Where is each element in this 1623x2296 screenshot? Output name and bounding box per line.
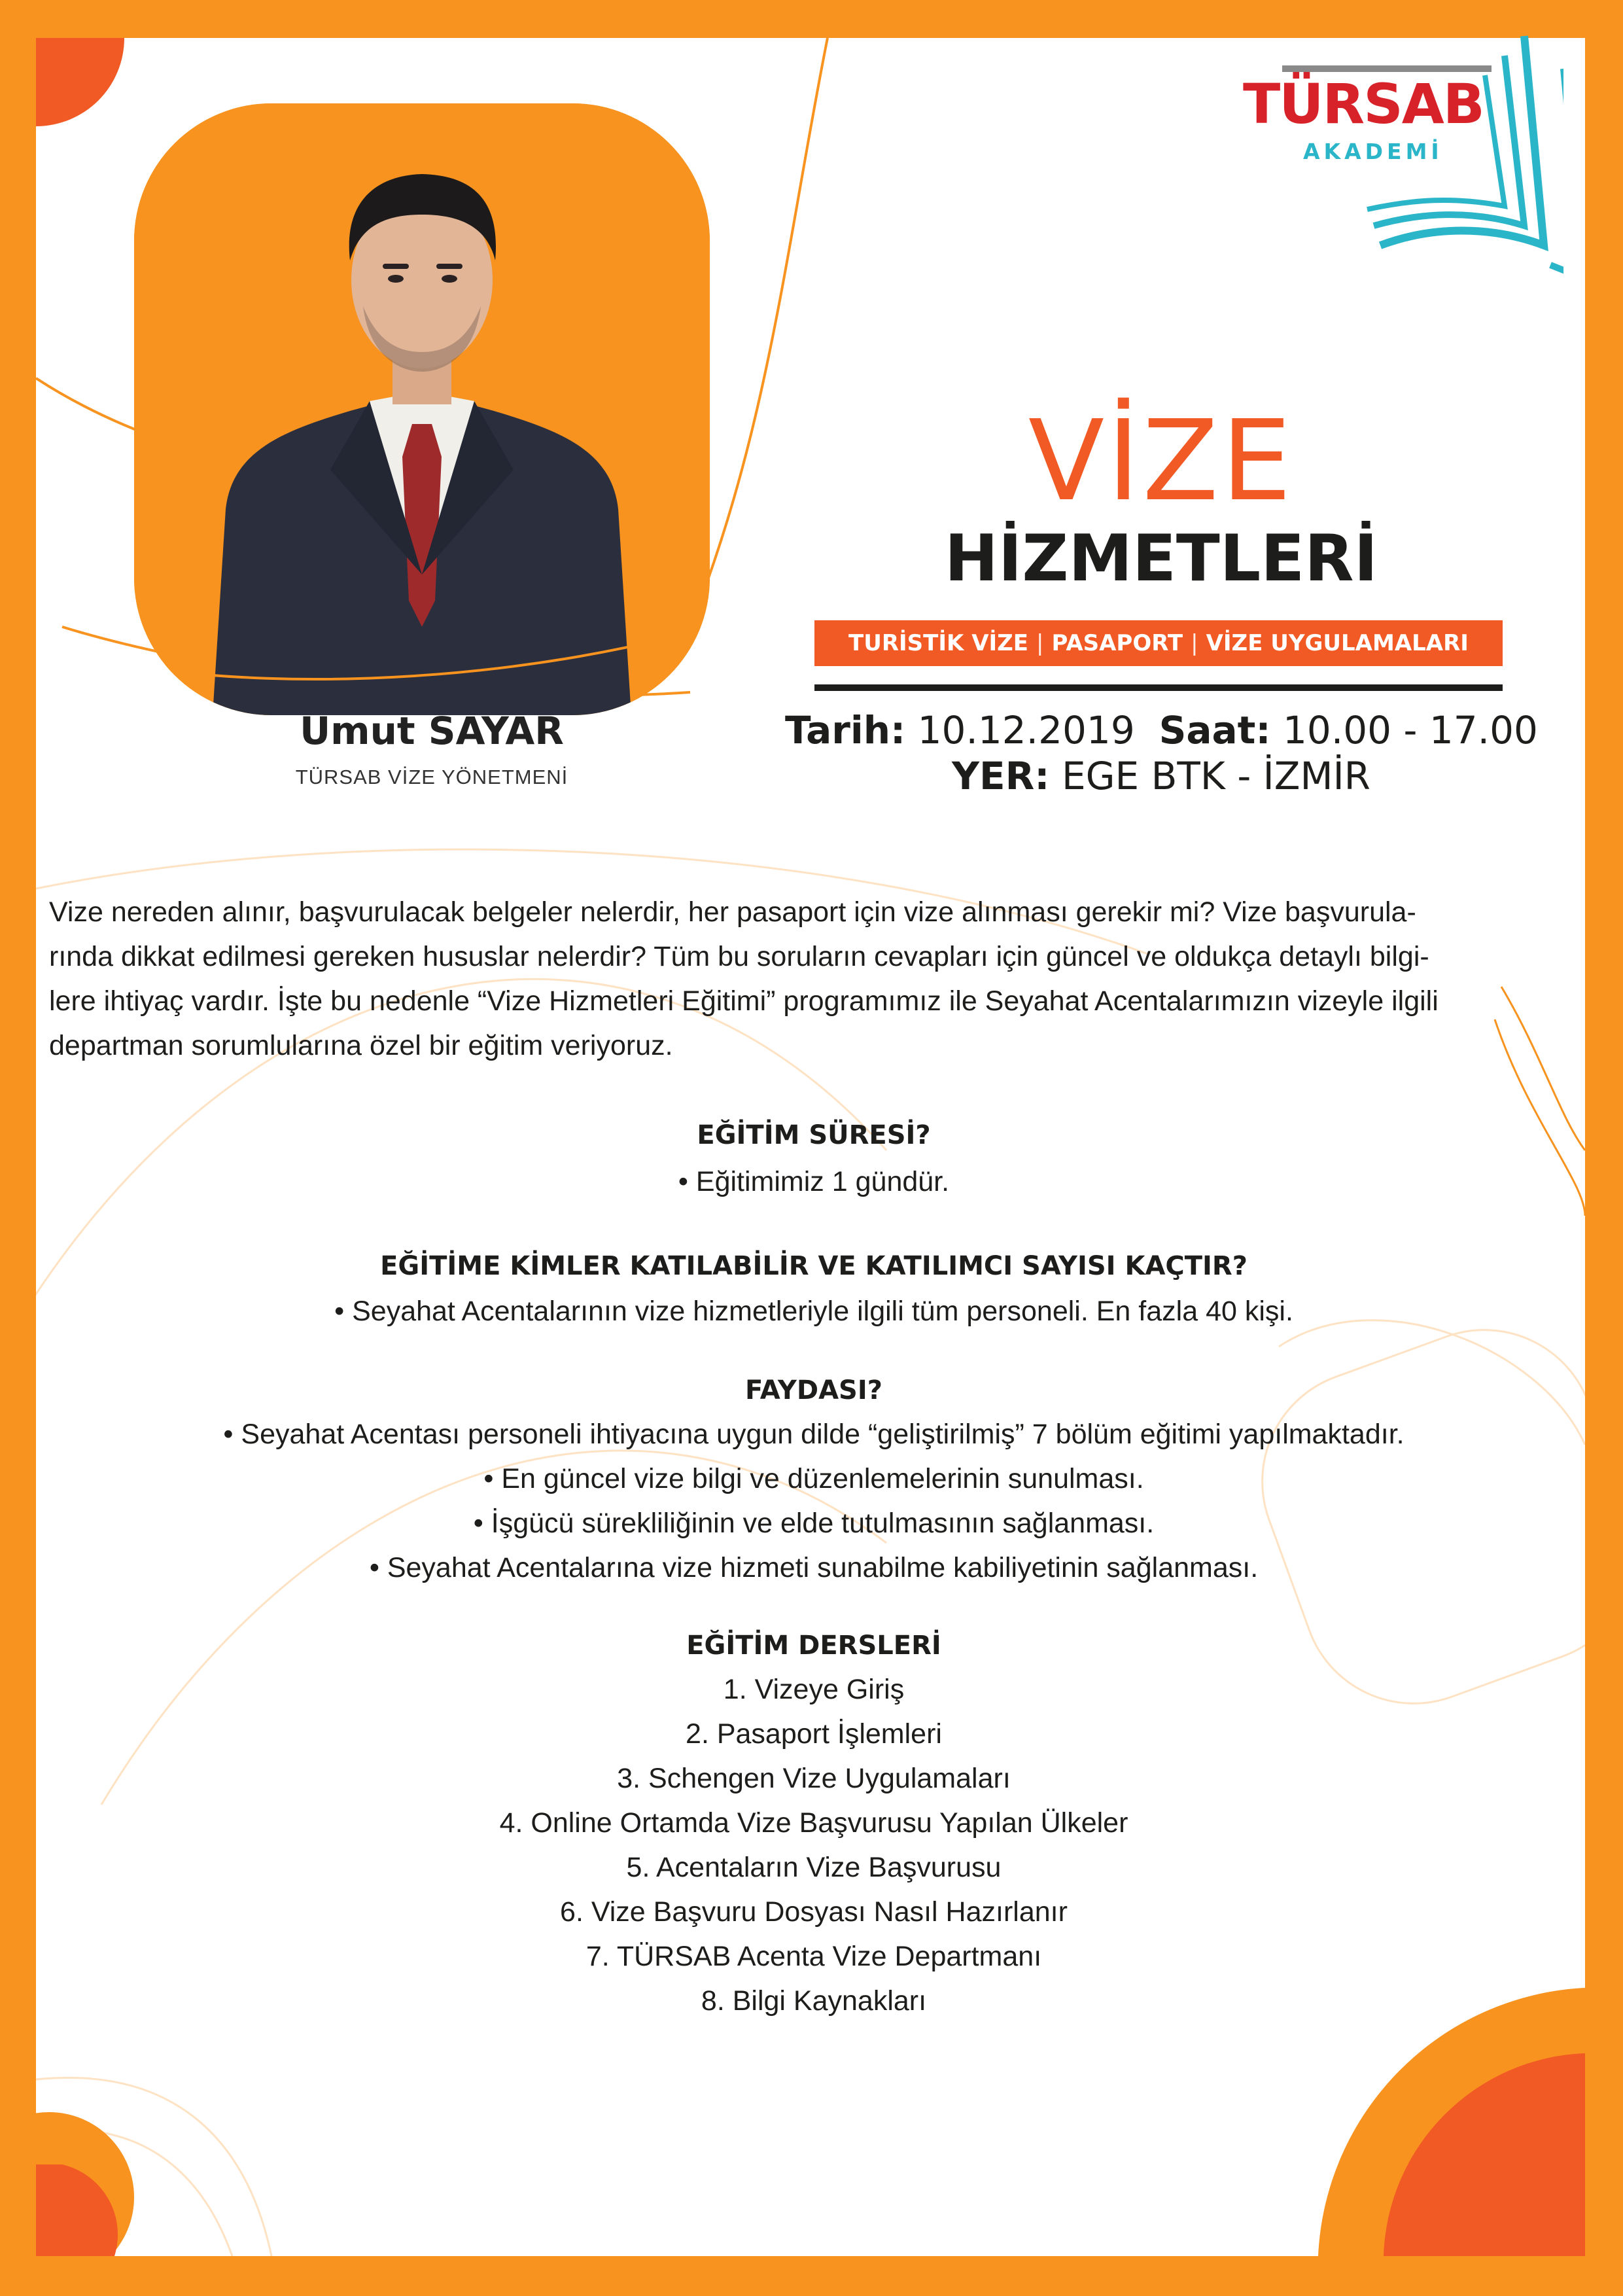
event-date-time xyxy=(785,708,1537,752)
section-heading-participants: EĞİTİME KİMLER KATILABİLİR VE KATILIMCI SAYISI KAÇTIR? xyxy=(380,1251,1248,1281)
event-place xyxy=(785,754,1537,798)
speaker-role: TÜRSAB VİZE YÖNETMENİ xyxy=(295,766,568,788)
subtitle-item: TURİSTİK VİZE xyxy=(848,630,1029,656)
subtitle-item: PASAPORT xyxy=(1051,630,1183,656)
section-heading-lessons: EĞİTİM DERSLERİ xyxy=(686,1631,941,1661)
subtitle-separator: | xyxy=(1036,630,1044,656)
subtitle-bar xyxy=(814,620,1503,666)
time-value: 10.00 - 17.00 xyxy=(1283,708,1538,752)
section-line: • Seyahat Acentalarına vize hizmeti sunabilme kabiliyetinin sağlanması. xyxy=(369,1552,1259,1583)
date-value: 10.12.2019 xyxy=(917,708,1135,752)
section-heading-benefits: FAYDASI? xyxy=(745,1375,882,1405)
time-label: Saat: xyxy=(1159,708,1271,752)
subtitle-item: VİZE UYGULAMALARI xyxy=(1206,630,1469,656)
intro-line: rında dikkat edilmesi gereken hususlar nelerdir? Tüm bu soruların cevapları için güncel ve oldukça detaylı bilgi- xyxy=(49,941,1429,972)
speaker-photo xyxy=(134,103,710,715)
lesson-item: 3. Schengen Vize Uygulamaları xyxy=(617,1763,1011,1794)
section-line: • Seyahat Acentalarının vize hizmetleriyle ilgili tüm personeli. En fazla 40 kişi. xyxy=(334,1296,1293,1327)
logo-brand: TÜRSAB xyxy=(1243,72,1484,136)
place-label: YER: xyxy=(952,754,1050,798)
title-line-1: VİZE xyxy=(1028,397,1295,526)
place-value: EGE BTK - İZMİR xyxy=(1061,754,1370,798)
title-divider xyxy=(814,684,1503,691)
section-line: • İşgücü sürekliliğinin ve elde tutulmasının sağlanması. xyxy=(473,1508,1155,1539)
speaker-portrait-illustration xyxy=(134,103,710,715)
logo-subtitle: AKADEMİ xyxy=(1303,139,1443,164)
lesson-item: 1. Vizeye Giriş xyxy=(723,1674,905,1705)
section-heading-duration: EĞİTİM SÜRESİ? xyxy=(697,1120,931,1150)
intro-paragraph xyxy=(49,890,1508,1068)
section-line: • Eğitimimiz 1 gündür. xyxy=(678,1166,950,1197)
intro-line: Vize nereden alınır, başvurulacak belgeler nelerdir, her pasaport için vize alınması gerekir mi? Vize başvurula- xyxy=(49,896,1416,928)
date-label: Tarih: xyxy=(785,708,906,752)
section-line: • En güncel vize bilgi ve düzenlemelerinin sunulması. xyxy=(483,1463,1144,1494)
speaker-name: Umut SAYAR xyxy=(300,709,564,753)
lesson-item: 4. Online Ortamda Vize Başvurusu Yapılan Ülkeler xyxy=(499,1807,1128,1839)
section-line: • Seyahat Acentası personeli ihtiyacına uygun dilde “geliştirilmiş” 7 bölüm eğitimi yapılmaktadır. xyxy=(223,1419,1405,1450)
lesson-item: 7. TÜRSAB Acenta Vize Departmanı xyxy=(585,1941,1042,1972)
lesson-item: 8. Bilgi Kaynakları xyxy=(701,1985,927,2017)
subtitle-separator: | xyxy=(1191,630,1198,656)
intro-line: lere ihtiyaç vardır. İşte bu nedenle “Vize Hizmetleri Eğitimi” programımız ile Seyahat Acentalarımızın vizeyle ilgili xyxy=(49,985,1439,1017)
intro-line: departman sorumlularına özel bir eğitim veriyoruz. xyxy=(49,1030,673,1061)
lesson-item: 5. Acentaların Vize Başvurusu xyxy=(626,1852,1002,1883)
title-line-2: HİZMETLERİ xyxy=(944,521,1378,596)
lesson-item: 2. Pasaport İşlemleri xyxy=(686,1718,942,1750)
lesson-item: 6. Vize Başvuru Dosyası Nasıl Hazırlanır xyxy=(560,1896,1068,1928)
